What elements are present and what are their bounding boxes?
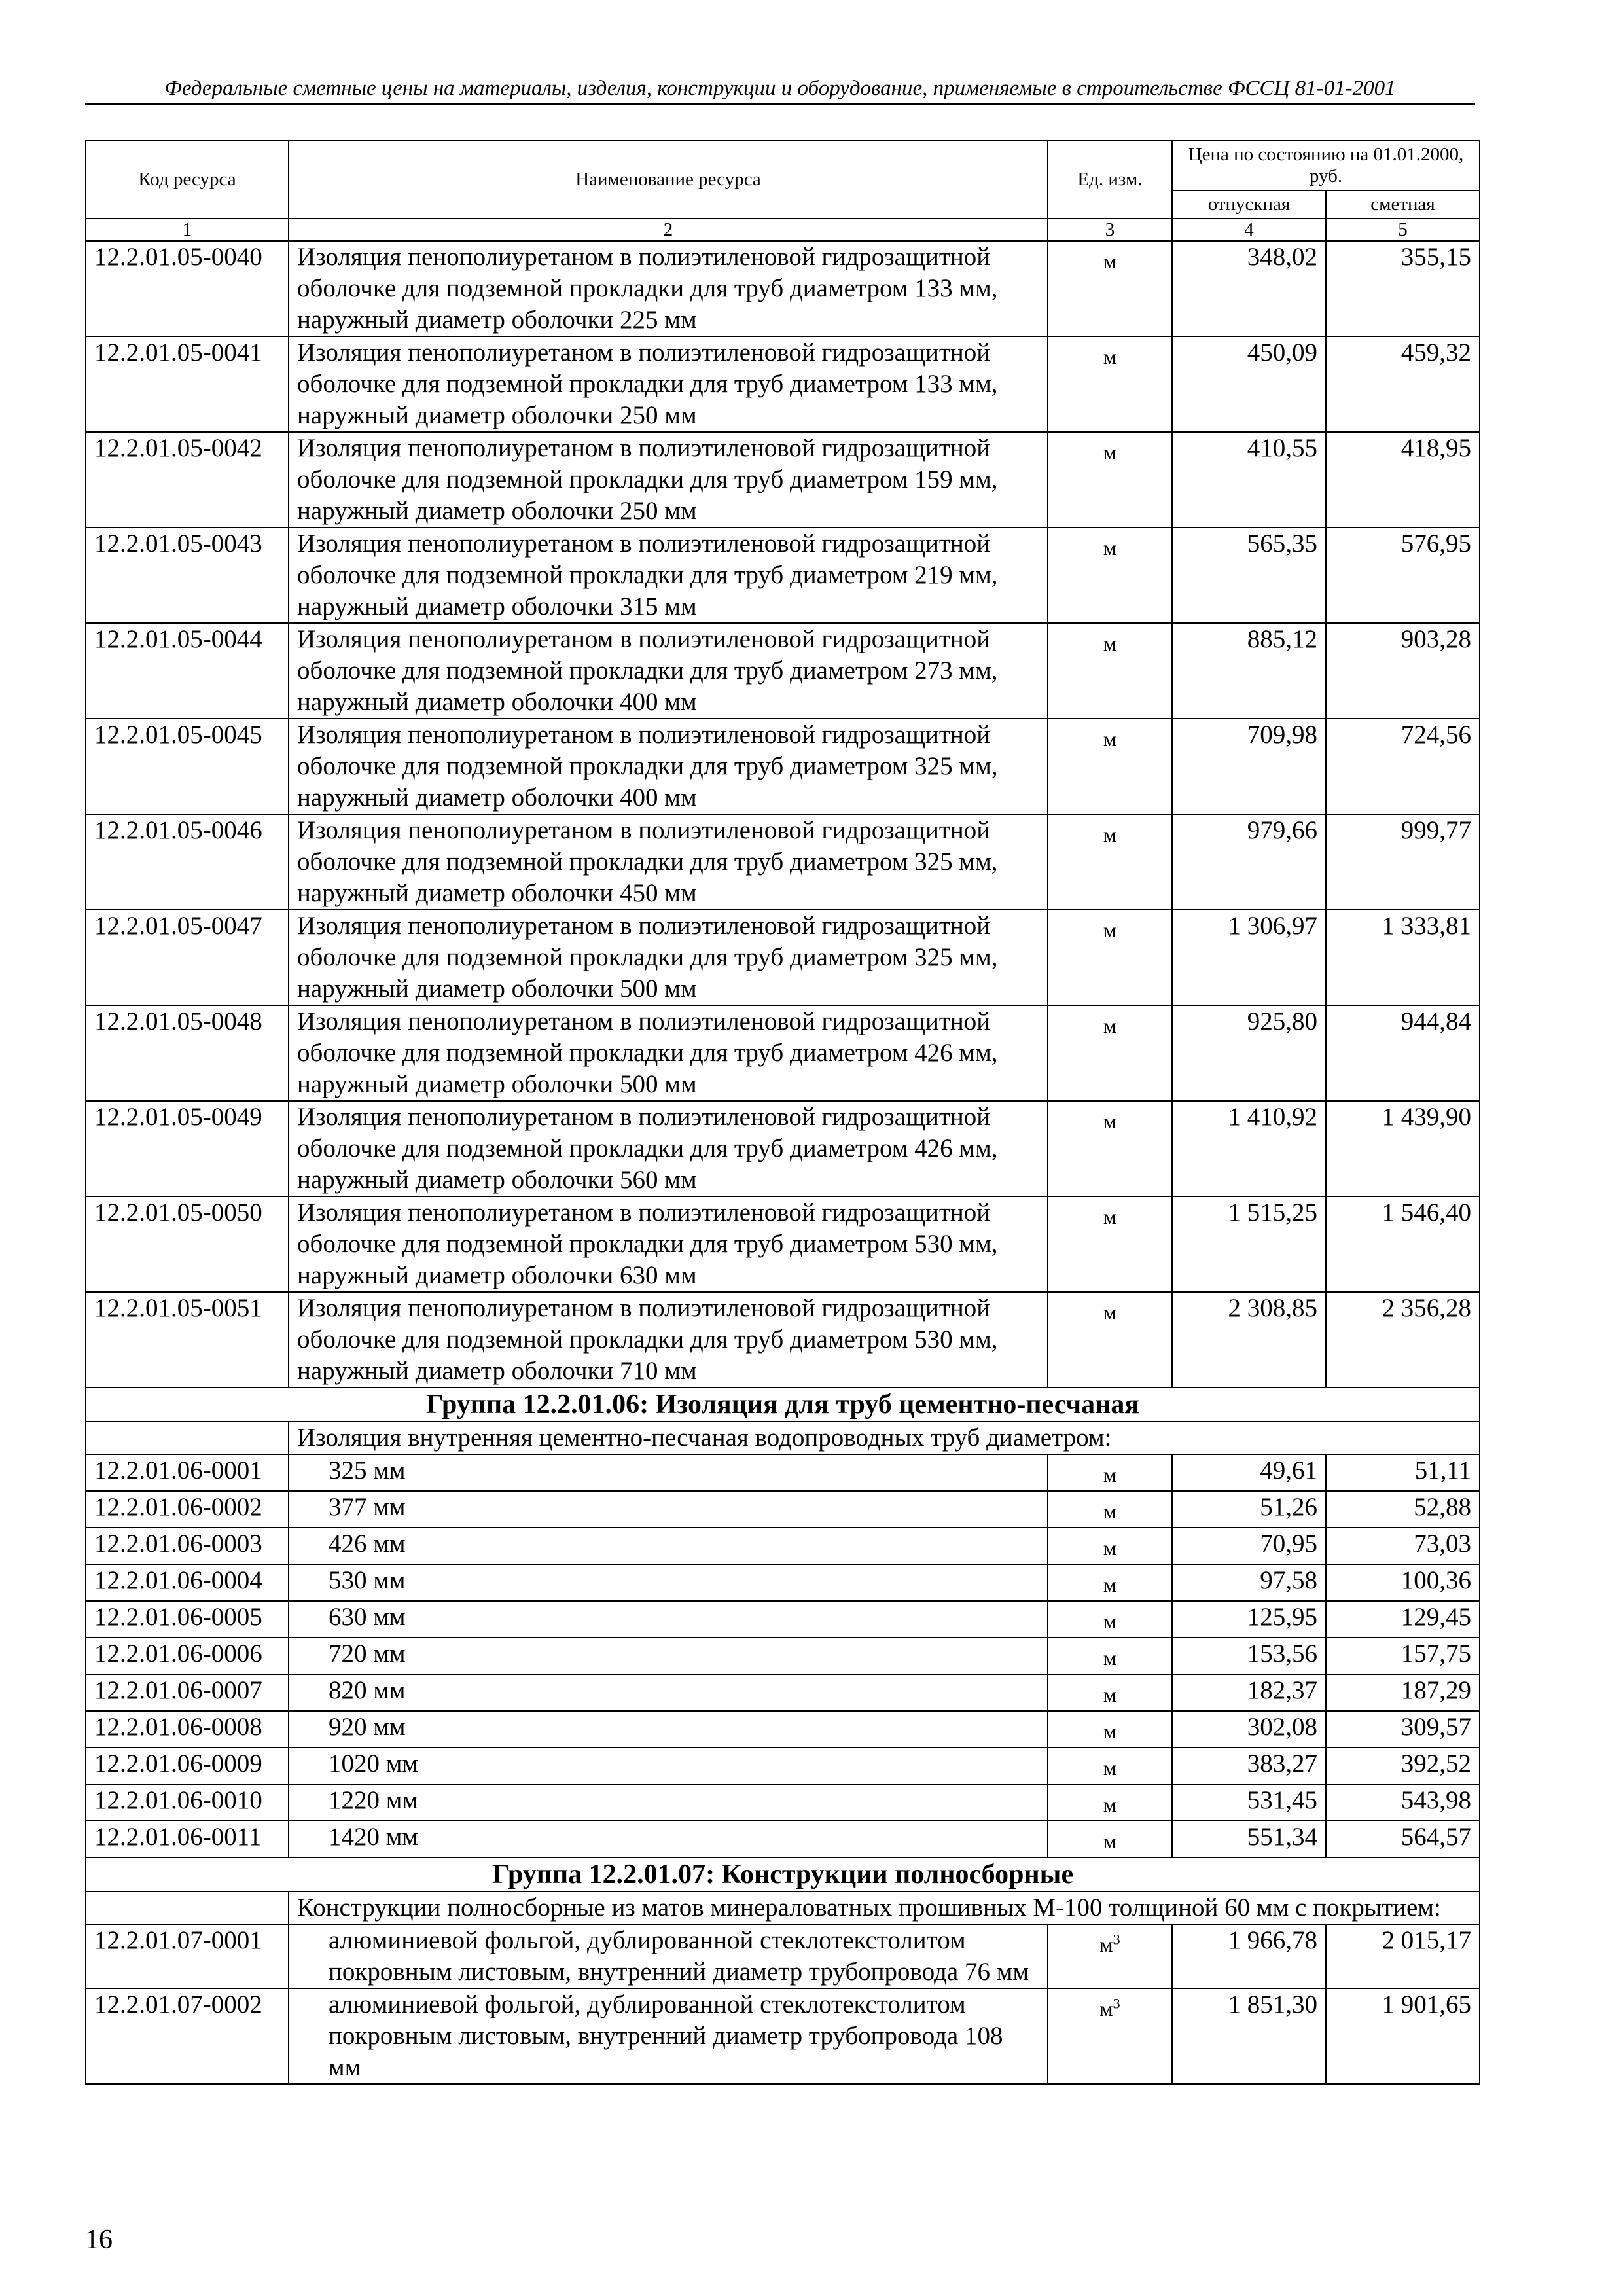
resource-unit	[1048, 1988, 1172, 2084]
empty-cell	[86, 1892, 289, 1924]
table-row	[86, 528, 1480, 623]
resource-unit: м	[1048, 1784, 1172, 1821]
resource-code: 12.2.01.05-0045	[86, 719, 289, 814]
resource-code: 12.2.01.07-0001	[86, 1924, 289, 1988]
release-price: 49,61	[1172, 1454, 1326, 1491]
table-row	[86, 719, 1480, 814]
group-06-title-row	[86, 1388, 1480, 1422]
release-price: 1 410,92	[1172, 1101, 1326, 1196]
estimate-price: 129,45	[1326, 1601, 1480, 1638]
resource-name: Изоляция пенополиуретаном в полиэтиленовой гидрозащитной оболочке для подземной прокладки для труб диаметром 530 мм, наружный диаметр оболочки 630 мм	[289, 1196, 1048, 1292]
resource-code: 12.2.01.05-0041	[86, 336, 289, 432]
table-row	[86, 1821, 1480, 1857]
release-price: 97,58	[1172, 1564, 1326, 1601]
table-row	[86, 1101, 1480, 1196]
release-price: 125,95	[1172, 1601, 1326, 1638]
estimate-price: 1 333,81	[1326, 910, 1480, 1005]
resource-unit: м	[1048, 1491, 1172, 1528]
resource-unit: м	[1048, 1292, 1172, 1388]
price-table	[85, 140, 1480, 2085]
table-row	[86, 1454, 1480, 1491]
resource-code: 12.2.01.06-0004	[86, 1564, 289, 1601]
table-row	[86, 336, 1480, 432]
resource-name: алюминиевой фольгой, дублированной стеклотекстолитом покровным листовым, внутренний диаметр трубопровода 76 мм	[289, 1924, 1048, 1988]
resource-name: Изоляция пенополиуретаном в полиэтиленовой гидрозащитной оболочке для подземной прокладки для труб диаметром 325 мм, наружный диаметр оболочки 400 мм	[289, 719, 1048, 814]
resource-unit: м	[1048, 1821, 1172, 1857]
resource-code: 12.2.01.07-0002	[86, 1988, 289, 2084]
table-row	[86, 814, 1480, 910]
column-number: 1	[86, 219, 289, 241]
release-price: 383,27	[1172, 1748, 1326, 1784]
release-price: 551,34	[1172, 1821, 1326, 1857]
table-row	[86, 1638, 1480, 1674]
resource-name: 820 мм	[289, 1674, 1048, 1711]
resource-name: Изоляция пенополиуретаном в полиэтиленовой гидрозащитной оболочке для подземной прокладки для труб диаметром 273 мм, наружный диаметр оболочки 400 мм	[289, 623, 1048, 719]
resource-code: 12.2.01.05-0050	[86, 1196, 289, 1292]
resource-code: 12.2.01.06-0009	[86, 1748, 289, 1784]
page-number: 16	[85, 2225, 113, 2255]
estimate-price: 944,84	[1326, 1005, 1480, 1101]
estimate-price: 157,75	[1326, 1638, 1480, 1674]
estimate-price: 459,32	[1326, 336, 1480, 432]
resource-name: 720 мм	[289, 1638, 1048, 1674]
resource-unit: м	[1048, 336, 1172, 432]
table-row	[86, 1601, 1480, 1638]
release-price: 1 851,30	[1172, 1988, 1326, 2084]
group-subtitle: Конструкции полносборные из матов минераловатных прошивных М-100 толщиной 60 мм с покрытием:	[289, 1892, 1480, 1924]
table-row	[86, 1748, 1480, 1784]
group-07-title-row	[86, 1857, 1480, 1892]
resource-unit: м	[1048, 1454, 1172, 1491]
table-row	[86, 432, 1480, 528]
release-price: 709,98	[1172, 719, 1326, 814]
header-price: Цена по состоянию на 01.01.2000, руб.	[1172, 141, 1480, 190]
resource-unit: м	[1048, 1711, 1172, 1748]
estimate-price: 999,77	[1326, 814, 1480, 910]
resource-unit: м	[1048, 1674, 1172, 1711]
group-07-subtitle-row	[86, 1892, 1480, 1924]
release-price: 1 306,97	[1172, 910, 1326, 1005]
resource-name: 530 мм	[289, 1564, 1048, 1601]
resource-code: 12.2.01.05-0040	[86, 241, 289, 336]
unit-base: м	[1099, 1997, 1113, 2020]
resource-code: 12.2.01.06-0003	[86, 1528, 289, 1564]
resource-name: Изоляция пенополиуретаном в полиэтиленовой гидрозащитной оболочке для подземной прокладки для труб диаметром 219 мм, наружный диаметр оболочки 315 мм	[289, 528, 1048, 623]
resource-code: 12.2.01.05-0043	[86, 528, 289, 623]
resource-unit: м	[1048, 1196, 1172, 1292]
resource-unit: м	[1048, 1638, 1172, 1674]
resource-unit: м	[1048, 528, 1172, 623]
release-price: 51,26	[1172, 1491, 1326, 1528]
estimate-price: 2 356,28	[1326, 1292, 1480, 1388]
unit-base: м	[1099, 1933, 1113, 1956]
table-row	[86, 1005, 1480, 1101]
estimate-price: 100,36	[1326, 1564, 1480, 1601]
estimate-price: 1 439,90	[1326, 1101, 1480, 1196]
group-title: Группа 12.2.01.06: Изоляция для труб цементно-песчаная	[86, 1388, 1480, 1422]
table-row	[86, 1564, 1480, 1601]
estimate-price: 187,29	[1326, 1674, 1480, 1711]
release-price: 565,35	[1172, 528, 1326, 623]
resource-code: 12.2.01.06-0007	[86, 1674, 289, 1711]
resource-code: 12.2.01.06-0001	[86, 1454, 289, 1491]
header-unit: Ед. изм.	[1048, 141, 1172, 219]
estimate-price: 418,95	[1326, 432, 1480, 528]
empty-cell	[86, 1422, 289, 1454]
resource-unit: м	[1048, 719, 1172, 814]
resource-name: Изоляция пенополиуретаном в полиэтиленовой гидрозащитной оболочке для подземной прокладки для труб диаметром 530 мм, наружный диаметр оболочки 710 мм	[289, 1292, 1048, 1388]
resource-code: 12.2.01.06-0010	[86, 1784, 289, 1821]
release-price: 531,45	[1172, 1784, 1326, 1821]
column-number: 5	[1326, 219, 1480, 241]
resource-name: Изоляция пенополиуретаном в полиэтиленовой гидрозащитной оболочке для подземной прокладки для труб диаметром 426 мм, наружный диаметр оболочки 560 мм	[289, 1101, 1048, 1196]
resource-code: 12.2.01.06-0002	[86, 1491, 289, 1528]
resource-unit: м	[1048, 432, 1172, 528]
resource-unit: м	[1048, 814, 1172, 910]
group-subtitle: Изоляция внутренняя цементно-песчаная водопроводных труб диаметром:	[289, 1422, 1480, 1454]
resource-code: 12.2.01.05-0046	[86, 814, 289, 910]
estimate-price: 576,95	[1326, 528, 1480, 623]
resource-unit: м	[1048, 241, 1172, 336]
table-row	[86, 1988, 1480, 2084]
resource-name: 1020 мм	[289, 1748, 1048, 1784]
release-price: 302,08	[1172, 1711, 1326, 1748]
table-row	[86, 1924, 1480, 1988]
resource-unit: м	[1048, 910, 1172, 1005]
release-price: 1 515,25	[1172, 1196, 1326, 1292]
column-number: 3	[1048, 219, 1172, 241]
estimate-price: 1 546,40	[1326, 1196, 1480, 1292]
header-release: отпускная	[1172, 190, 1326, 219]
table-row	[86, 1491, 1480, 1528]
resource-code: 12.2.01.05-0047	[86, 910, 289, 1005]
resource-code: 12.2.01.06-0011	[86, 1821, 289, 1857]
table-row	[86, 1674, 1480, 1711]
estimate-price: 2 015,17	[1326, 1924, 1480, 1988]
table-row	[86, 1196, 1480, 1292]
resource-name: Изоляция пенополиуретаном в полиэтиленовой гидрозащитной оболочке для подземной прокладки для труб диаметром 133 мм, наружный диаметр оболочки 225 мм	[289, 241, 1048, 336]
column-number: 2	[289, 219, 1048, 241]
resource-code: 12.2.01.06-0005	[86, 1601, 289, 1638]
unit-exponent: 3	[1113, 1931, 1120, 1948]
resource-name: Изоляция пенополиуретаном в полиэтиленовой гидрозащитной оболочке для подземной прокладки для труб диаметром 325 мм, наружный диаметр оболочки 450 мм	[289, 814, 1048, 910]
estimate-price: 51,11	[1326, 1454, 1480, 1491]
column-number: 4	[1172, 219, 1326, 241]
resource-unit: м	[1048, 1564, 1172, 1601]
table-row	[86, 623, 1480, 719]
resource-name: 1220 мм	[289, 1784, 1048, 1821]
resource-unit: м	[1048, 1748, 1172, 1784]
resource-unit: м	[1048, 1101, 1172, 1196]
resource-name: Изоляция пенополиуретаном в полиэтиленовой гидрозащитной оболочке для подземной прокладки для труб диаметром 325 мм, наружный диаметр оболочки 500 мм	[289, 910, 1048, 1005]
resource-unit: м	[1048, 1528, 1172, 1564]
estimate-price: 309,57	[1326, 1711, 1480, 1748]
unit-exponent: 3	[1113, 1995, 1120, 2012]
header-code: Код ресурса	[86, 141, 289, 219]
resource-unit: м	[1048, 623, 1172, 719]
resource-code: 12.2.01.06-0008	[86, 1711, 289, 1748]
release-price: 885,12	[1172, 623, 1326, 719]
header-row	[86, 141, 1480, 190]
resource-name: 377 мм	[289, 1491, 1048, 1528]
release-price: 348,02	[1172, 241, 1326, 336]
release-price: 925,80	[1172, 1005, 1326, 1101]
table-row	[86, 1528, 1480, 1564]
estimate-price: 73,03	[1326, 1528, 1480, 1564]
group-06-subtitle-row	[86, 1422, 1480, 1454]
group-title: Группа 12.2.01.07: Конструкции полносборные	[86, 1857, 1480, 1892]
resource-code: 12.2.01.06-0006	[86, 1638, 289, 1674]
resource-name: Изоляция пенополиуретаном в полиэтиленовой гидрозащитной оболочке для подземной прокладки для труб диаметром 426 мм, наружный диаметр оболочки 500 мм	[289, 1005, 1048, 1101]
resource-code: 12.2.01.05-0049	[86, 1101, 289, 1196]
resource-name: алюминиевой фольгой, дублированной стеклотекстолитом покровным листовым, внутренний диаметр трубопровода 108 мм	[289, 1988, 1048, 2084]
resource-name: 630 мм	[289, 1601, 1048, 1638]
estimate-price: 724,56	[1326, 719, 1480, 814]
release-price: 2 308,85	[1172, 1292, 1326, 1388]
header-estimate: сметная	[1326, 190, 1480, 219]
resource-name: Изоляция пенополиуретаном в полиэтиленовой гидрозащитной оболочке для подземной прокладки для труб диаметром 159 мм, наружный диаметр оболочки 250 мм	[289, 432, 1048, 528]
resource-name: 1420 мм	[289, 1821, 1048, 1857]
release-price: 410,55	[1172, 432, 1326, 528]
release-price: 1 966,78	[1172, 1924, 1326, 1988]
resource-code: 12.2.01.05-0048	[86, 1005, 289, 1101]
resource-name: Изоляция пенополиуретаном в полиэтиленовой гидрозащитной оболочке для подземной прокладки для труб диаметром 133 мм, наружный диаметр оболочки 250 мм	[289, 336, 1048, 432]
estimate-price: 543,98	[1326, 1784, 1480, 1821]
table-row	[86, 241, 1480, 336]
page-header: Федеральные сметные цены на материалы, изделия, конструкции и оборудование, применяемые в строительстве ФССЦ 81-01-2001	[85, 73, 1475, 105]
resource-name: 920 мм	[289, 1711, 1048, 1748]
release-price: 182,37	[1172, 1674, 1326, 1711]
table-row	[86, 1292, 1480, 1388]
estimate-price: 392,52	[1326, 1748, 1480, 1784]
resource-code: 12.2.01.05-0044	[86, 623, 289, 719]
estimate-price: 1 901,65	[1326, 1988, 1480, 2084]
release-price: 979,66	[1172, 814, 1326, 910]
resource-unit	[1048, 1924, 1172, 1988]
table-row	[86, 1711, 1480, 1748]
resource-unit: м	[1048, 1601, 1172, 1638]
release-price: 153,56	[1172, 1638, 1326, 1674]
table-row	[86, 1784, 1480, 1821]
estimate-price: 564,57	[1326, 1821, 1480, 1857]
resource-code: 12.2.01.05-0042	[86, 432, 289, 528]
header-name: Наименование ресурса	[289, 141, 1048, 219]
release-price: 450,09	[1172, 336, 1326, 432]
resource-name: 426 мм	[289, 1528, 1048, 1564]
resource-unit: м	[1048, 1005, 1172, 1101]
table-row	[86, 910, 1480, 1005]
estimate-price: 903,28	[1326, 623, 1480, 719]
resource-code: 12.2.01.05-0051	[86, 1292, 289, 1388]
estimate-price: 355,15	[1326, 241, 1480, 336]
release-price: 70,95	[1172, 1528, 1326, 1564]
estimate-price: 52,88	[1326, 1491, 1480, 1528]
column-numbers-row	[86, 219, 1480, 241]
resource-name: 325 мм	[289, 1454, 1048, 1491]
